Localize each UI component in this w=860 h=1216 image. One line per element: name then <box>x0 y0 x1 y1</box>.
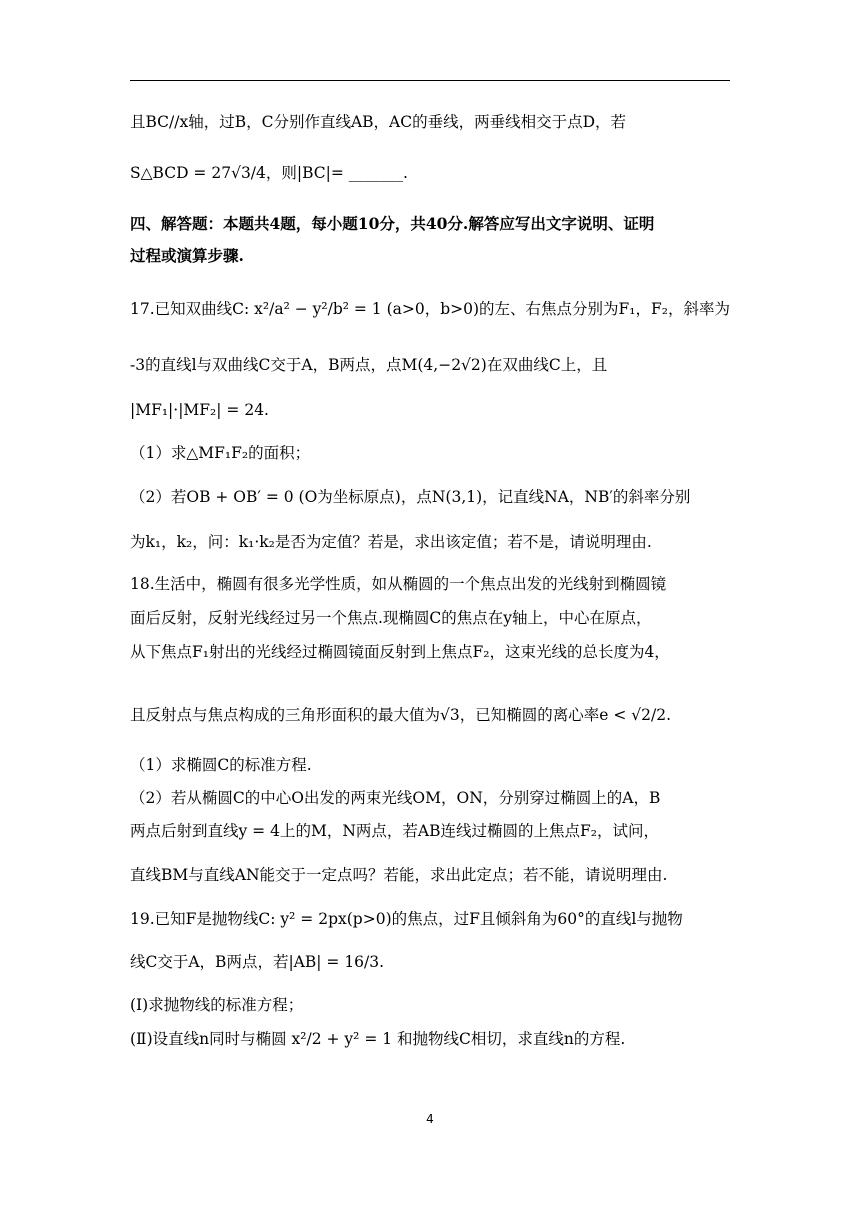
q17-part1: （1）求△MF₁F₂的面积； <box>130 444 311 462</box>
q17-line-3: |MF₁|·|MF₂| = 24. <box>130 401 269 419</box>
q17-part2-line-2: 为k₁，k₂，问：k₁·k₂是否为定值？若是，求出该定值；若不是，请说明理由. <box>130 533 652 551</box>
text-line-1: 且BC//x轴，过B，C分别作直线AB，AC的垂线，两垂线相交于点D，若 <box>130 113 627 131</box>
section-heading-line-2: 过程或演算步骤. <box>130 246 244 265</box>
q18-line-4: 且反射点与焦点构成的三角形面积的最大值为√3，已知椭圆的离心率e < √2/2. <box>130 706 672 724</box>
q18-part2-line-3: 直线BM与直线AN能交于一定点吗？若能，求出此定点；若不能，请说明理由. <box>130 866 668 884</box>
section-heading-line-1: 四、解答题：本题共4题，每小题10分，共40分.解答应写出文字说明、证明 <box>130 214 655 233</box>
q18-part2-line-2: 两点后射到直线y = 4上的M，N两点，若AB连线过椭圆的上焦点F₂，试问， <box>130 822 659 840</box>
header-rule <box>130 80 730 81</box>
q17-line-2: -3的直线l与双曲线C交于A，B两点，点M(4,−2√2)在双曲线C上，且 <box>130 356 608 374</box>
q19-part1: (I)求抛物线的标准方程； <box>130 996 304 1014</box>
q19-part2: (Ⅱ)设直线n同时与椭圆 x²/2 + y² = 1 和抛物线C相切，求直线n的方程. <box>130 1030 626 1048</box>
q17-line-1: 17.已知双曲线C: x²/a² − y²/b² = 1 (a>0，b>0)的左、右焦点分别为F₁，F₂，斜率为 <box>130 300 730 318</box>
q19-line-2: 线C交于A，B两点，若|AB| = 16/3. <box>130 953 385 971</box>
q18-part1: （1）求椭圆C的标准方程. <box>130 756 312 774</box>
q18-line-2: 面后反射，反射光线经过另一个焦点.现椭圆C的焦点在y轴上，中心在原点， <box>130 609 652 627</box>
q18-line-1: 18.生活中，椭圆有很多光学性质，如从椭圆的一个焦点出发的光线射到椭圆镜 <box>130 575 667 593</box>
q19-line-1: 19.已知F是抛物线C: y² = 2px(p>0)的焦点，过F且倾斜角为60°的直线l与抛物 <box>130 910 683 928</box>
text-line-2: S△BCD = 27√3/4，则|BC|= _______. <box>130 164 408 182</box>
q17-part2-line-1: （2）若OB + OB′ = 0 (O为坐标原点)，点N(3,1)，记直线NA，NB′的斜率分别 <box>130 488 691 506</box>
q18-line-3: 从下焦点F₁射出的光线经过椭圆镜面反射到上焦点F₂，这束光线的总长度为4， <box>130 643 670 661</box>
page-number: 4 <box>426 1112 434 1126</box>
q18-part2-line-1: （2）若从椭圆C的中心O出发的两束光线OM，ON，分别穿过椭圆上的A，B <box>130 789 661 807</box>
